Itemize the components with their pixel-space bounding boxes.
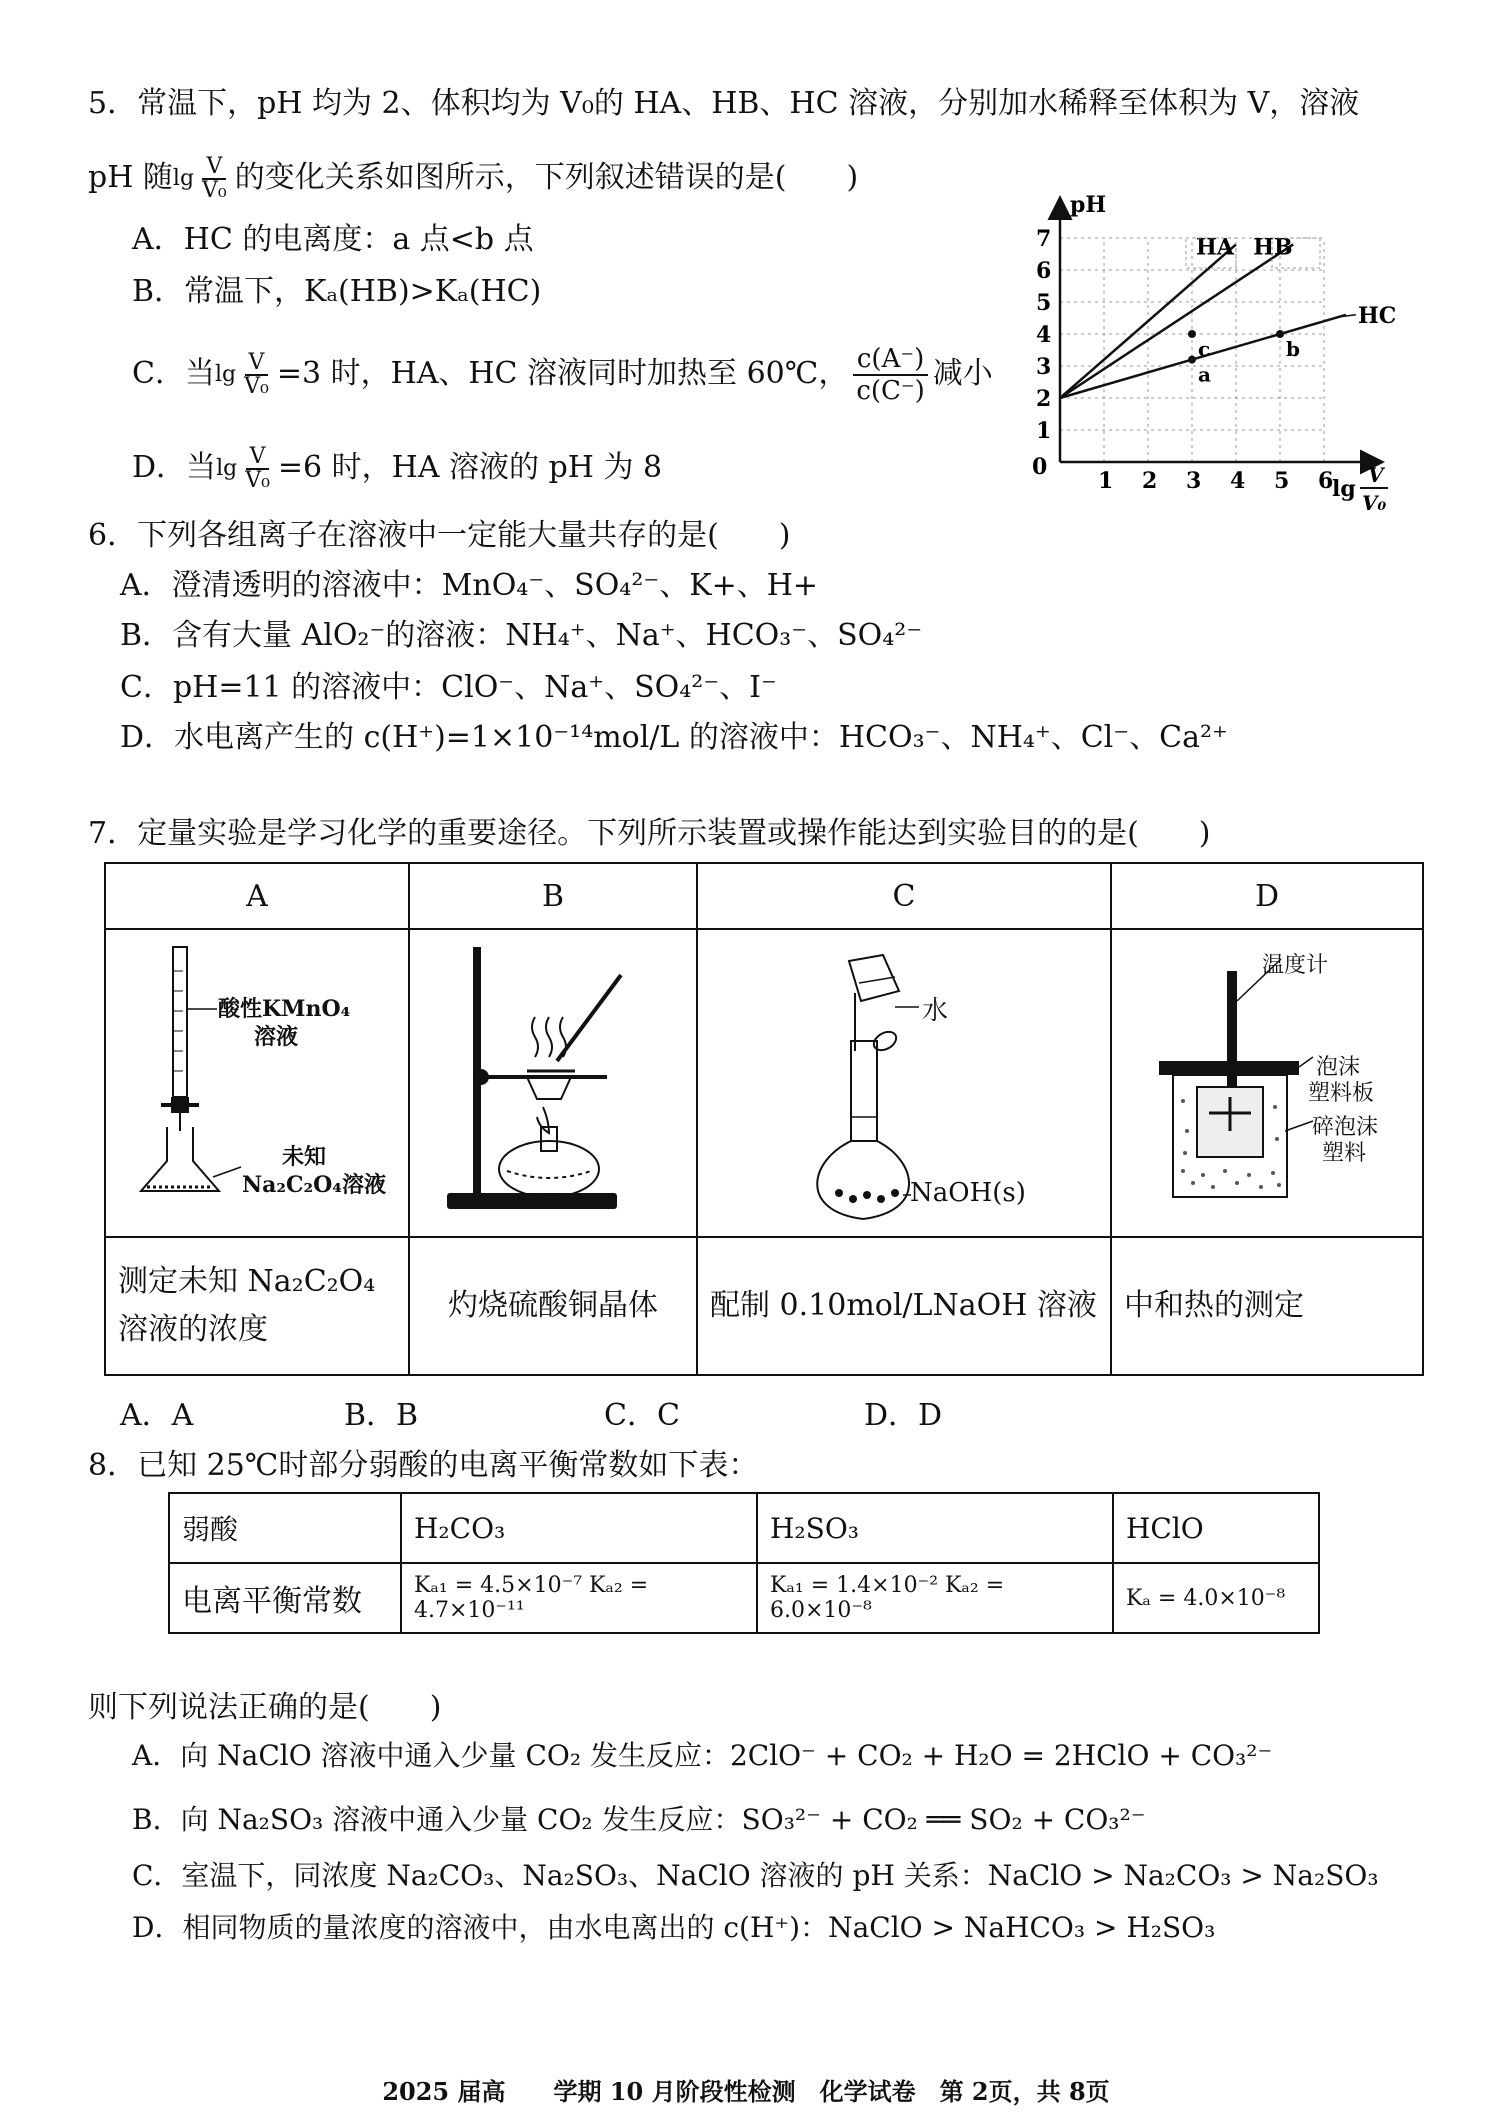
q5-option-c-frac-den: V₀ — [244, 374, 269, 399]
x-tick-2: 2 — [1142, 468, 1158, 494]
q7-c-label-water: 水 — [922, 996, 949, 1026]
q5-option-c-lg: lg — [214, 362, 237, 387]
q8-option-c: C．室温下，同浓度 Na₂CO₃、Na₂SO₃、NaClO 溶液的 pH 关系：NaClO > Na₂CO₃ > Na₂SO₃ — [132, 1859, 1379, 1892]
x-tick-6: 6 — [1318, 468, 1334, 494]
q7-caption-c: 配制 0.10mol/LNaOH 溶液 — [697, 1237, 1111, 1375]
q7-caption-a: 测定未知 Na₂C₂O₄ 溶液的浓度 — [105, 1237, 409, 1375]
x-axis-label-num: V — [1368, 463, 1384, 487]
point-label-a: a — [1198, 362, 1211, 387]
q5-option-d-post: =6 时，HA 溶液的 pH 为 8 — [277, 450, 663, 485]
q8-option-a: A．向 NaClO 溶液中通入少量 CO₂ 发生反应：2ClO⁻ + CO₂ + H₂O = 2HClO + CO₃²⁻ — [132, 1739, 1273, 1772]
q7-apparatus-table — [104, 862, 1424, 1376]
series-line-hb — [1060, 244, 1293, 398]
q8-cell-hclo: HClO — [1113, 1493, 1319, 1563]
point-label-c: c — [1198, 337, 1211, 361]
q5-lg: lg — [172, 166, 195, 191]
q7-header-d: D — [1111, 863, 1423, 929]
q8-after-text: 则下列说法正确的是( ) — [88, 1690, 442, 1725]
q7-c-label-naoh: NaOH(s) — [910, 1178, 1026, 1208]
q5-option-b: B．常温下，Kₐ(HB)>Kₐ(HC) — [132, 274, 542, 309]
q5-stem-line2 — [88, 150, 858, 207]
q6-option-c: C．pH=11 的溶液中：ClO⁻、Na⁺、SO₄²⁻、I⁻ — [120, 670, 777, 705]
q7-answer-d: D．D — [864, 1398, 943, 1433]
series-labels — [1186, 234, 1396, 328]
q7-answer-c: C．C — [604, 1398, 680, 1433]
q8-option-b: B．向 Na₂SO₃ 溶液中通入少量 CO₂ 发生反应：SO₃²⁻ + CO₂ ══ SO₂ + CO₃²⁻ — [132, 1803, 1146, 1836]
x-axis-label-den: V₀ — [1362, 491, 1387, 515]
q7-d-label-thermometer: 温度计 — [1262, 953, 1329, 978]
q7-a-label-4: Na₂C₂O₄溶液 — [242, 1172, 386, 1198]
y-tick-7: 7 — [1036, 226, 1052, 252]
y-tick-1: 1 — [1036, 418, 1052, 444]
q7-d-label-foam-4: 塑料 — [1322, 1141, 1367, 1166]
point-label-b: b — [1286, 337, 1300, 361]
y-tick-labels — [1036, 226, 1051, 444]
q5-ph-chart — [1010, 190, 1410, 530]
y-tick-5: 5 — [1036, 290, 1052, 316]
x-tick-3: 3 — [1186, 468, 1202, 494]
q7-a-label-1: 酸性KMnO₄ — [218, 996, 351, 1022]
q7-header-c: C — [697, 863, 1111, 929]
y-tick-3: 3 — [1036, 354, 1052, 380]
q5-option-d-frac — [241, 446, 274, 492]
q7-a-label-3: 未知 — [282, 1144, 327, 1170]
x-tick-1: 1 — [1098, 468, 1114, 494]
volumetric-flask-icon — [699, 931, 1109, 1227]
q5-option-c-ratio-num: c(A⁻) — [853, 344, 928, 376]
q5-option-d — [132, 440, 662, 497]
q7-image-b — [409, 929, 697, 1237]
q7-answer-a: A．A — [120, 1398, 194, 1433]
q8-cell-h2so3-k: Kₐ₁ = 1.4×10⁻² Kₐ₂ = 6.0×10⁻⁸ — [757, 1563, 1113, 1633]
q6-option-d: D．水电离产生的 c(H⁺)=1×10⁻¹⁴mol/L 的溶液中：HCO₃⁻、NH₄⁺、Cl⁻、Ca²⁺ — [120, 720, 1228, 755]
q8-constants-table — [168, 1492, 1320, 1634]
x-axis-label-lg: lg — [1332, 476, 1356, 502]
q5-option-c-frac-num: V — [245, 352, 269, 376]
q5-option-a: A．HC 的电离度：a 点<b 点 — [132, 222, 534, 257]
q7-caption-d: 中和热的测定 — [1111, 1237, 1423, 1375]
q7-image-a — [105, 929, 409, 1237]
q5-option-c-ratio — [852, 344, 928, 406]
q7-header-b: B — [409, 863, 697, 929]
point-c — [1188, 330, 1196, 338]
q8-cell-h2co3-k: Kₐ₁ = 4.5×10⁻⁷ Kₐ₂ = 4.7×10⁻¹¹ — [401, 1563, 757, 1633]
q8-cell-weak-acid: 弱酸 — [169, 1493, 401, 1563]
series-label-ha: HA — [1196, 234, 1234, 261]
q5-option-c — [132, 344, 993, 406]
q5-option-c-pre: C．当 — [132, 356, 215, 391]
q7-d-label-foam-3: 碎泡沫 — [1312, 1115, 1379, 1140]
y-tick-2: 2 — [1036, 386, 1052, 412]
q7-caption-b: 灼烧硫酸铜晶体 — [409, 1237, 697, 1375]
q5-option-c-ratio-den: c(C⁻) — [856, 376, 925, 406]
q5-stem-line1: 5．常温下，pH 均为 2、体积均为 V₀的 HA、HB、HC 溶液，分别加水稀释至体积为 V，溶液 — [88, 86, 1360, 121]
q7-header-a: A — [105, 863, 409, 929]
q8-cell-h2so3: H₂SO₃ — [757, 1493, 1113, 1563]
q8-cell-hclo-k: Kₐ = 4.0×10⁻⁸ — [1113, 1563, 1319, 1633]
chart-points — [1188, 330, 1300, 387]
q5-option-c-mid: =3 时，HA、HC 溶液同时加热至 60℃， — [276, 356, 849, 391]
q5-frac-num: V — [202, 156, 226, 180]
y-tick-4: 4 — [1036, 322, 1052, 348]
q5-frac-den: V₀ — [202, 178, 227, 203]
q6-option-a: A．澄清透明的溶液中：MnO₄⁻、SO₄²⁻、K+、H+ — [120, 568, 819, 603]
q8-cell-constant-label: 电离平衡常数 — [169, 1563, 401, 1633]
q5-option-c-frac — [240, 352, 273, 398]
q5-option-d-frac-num: V — [246, 446, 270, 470]
q7-d-label-foam-1: 泡沫 — [1316, 1055, 1361, 1080]
q5-option-d-frac-den: V₀ — [245, 468, 270, 493]
q5-stem-post: 的变化关系如图所示，下列叙述错误的是( ) — [234, 160, 859, 195]
series-label-hc: HC — [1358, 302, 1397, 329]
series-label-hb: HB — [1253, 234, 1293, 261]
q8-cell-h2co3: H₂CO₃ — [401, 1493, 757, 1563]
q8-stem: 8．已知 25℃时部分弱酸的电离平衡常数如下表： — [88, 1448, 759, 1483]
x-tick-labels — [1098, 468, 1333, 494]
q5-stem-pre: pH 随 — [88, 160, 173, 195]
q5-option-d-pre: D．当 — [132, 450, 217, 485]
q8-option-d: D．相同物质的量浓度的溶液中，由水电离出的 c(H⁺)：NaClO > NaHCO₃ > H₂SO₃ — [132, 1911, 1216, 1944]
page-footer: 2025 届高 学期 10 月阶段性检测 化学试卷 第 2页，共 8页 — [382, 2077, 1110, 2106]
x-tick-4: 4 — [1230, 468, 1246, 494]
point-a — [1188, 356, 1196, 364]
q7-image-d — [1111, 929, 1423, 1237]
origin-label: 0 — [1032, 454, 1048, 480]
q5-fraction — [198, 156, 231, 202]
y-axis-label: pH — [1070, 192, 1107, 218]
q7-answer-b: B．B — [344, 1398, 419, 1433]
q7-a-label-2: 溶液 — [254, 1024, 299, 1050]
q6-option-b: B．含有大量 AlO₂⁻的溶液：NH₄⁺、Na⁺、HCO₃⁻、SO₄²⁻ — [120, 618, 923, 653]
chart-grid — [1060, 238, 1324, 462]
q5-option-c-post: 减小 — [932, 356, 993, 391]
y-tick-6: 6 — [1036, 258, 1052, 284]
point-b — [1276, 330, 1284, 338]
q7-d-label-foam-2: 塑料板 — [1308, 1081, 1375, 1106]
x-tick-5: 5 — [1274, 468, 1290, 494]
q7-stem: 7．定量实验是学习化学的重要途径。下列所示装置或操作能达到实验目的的是( ) — [88, 816, 1211, 851]
q7-image-c — [697, 929, 1111, 1237]
q6-stem: 6．下列各组离子在溶液中一定能大量共存的是( ) — [88, 518, 791, 553]
q5-option-d-lg: lg — [216, 456, 238, 481]
crucible-burner-icon — [411, 931, 695, 1227]
